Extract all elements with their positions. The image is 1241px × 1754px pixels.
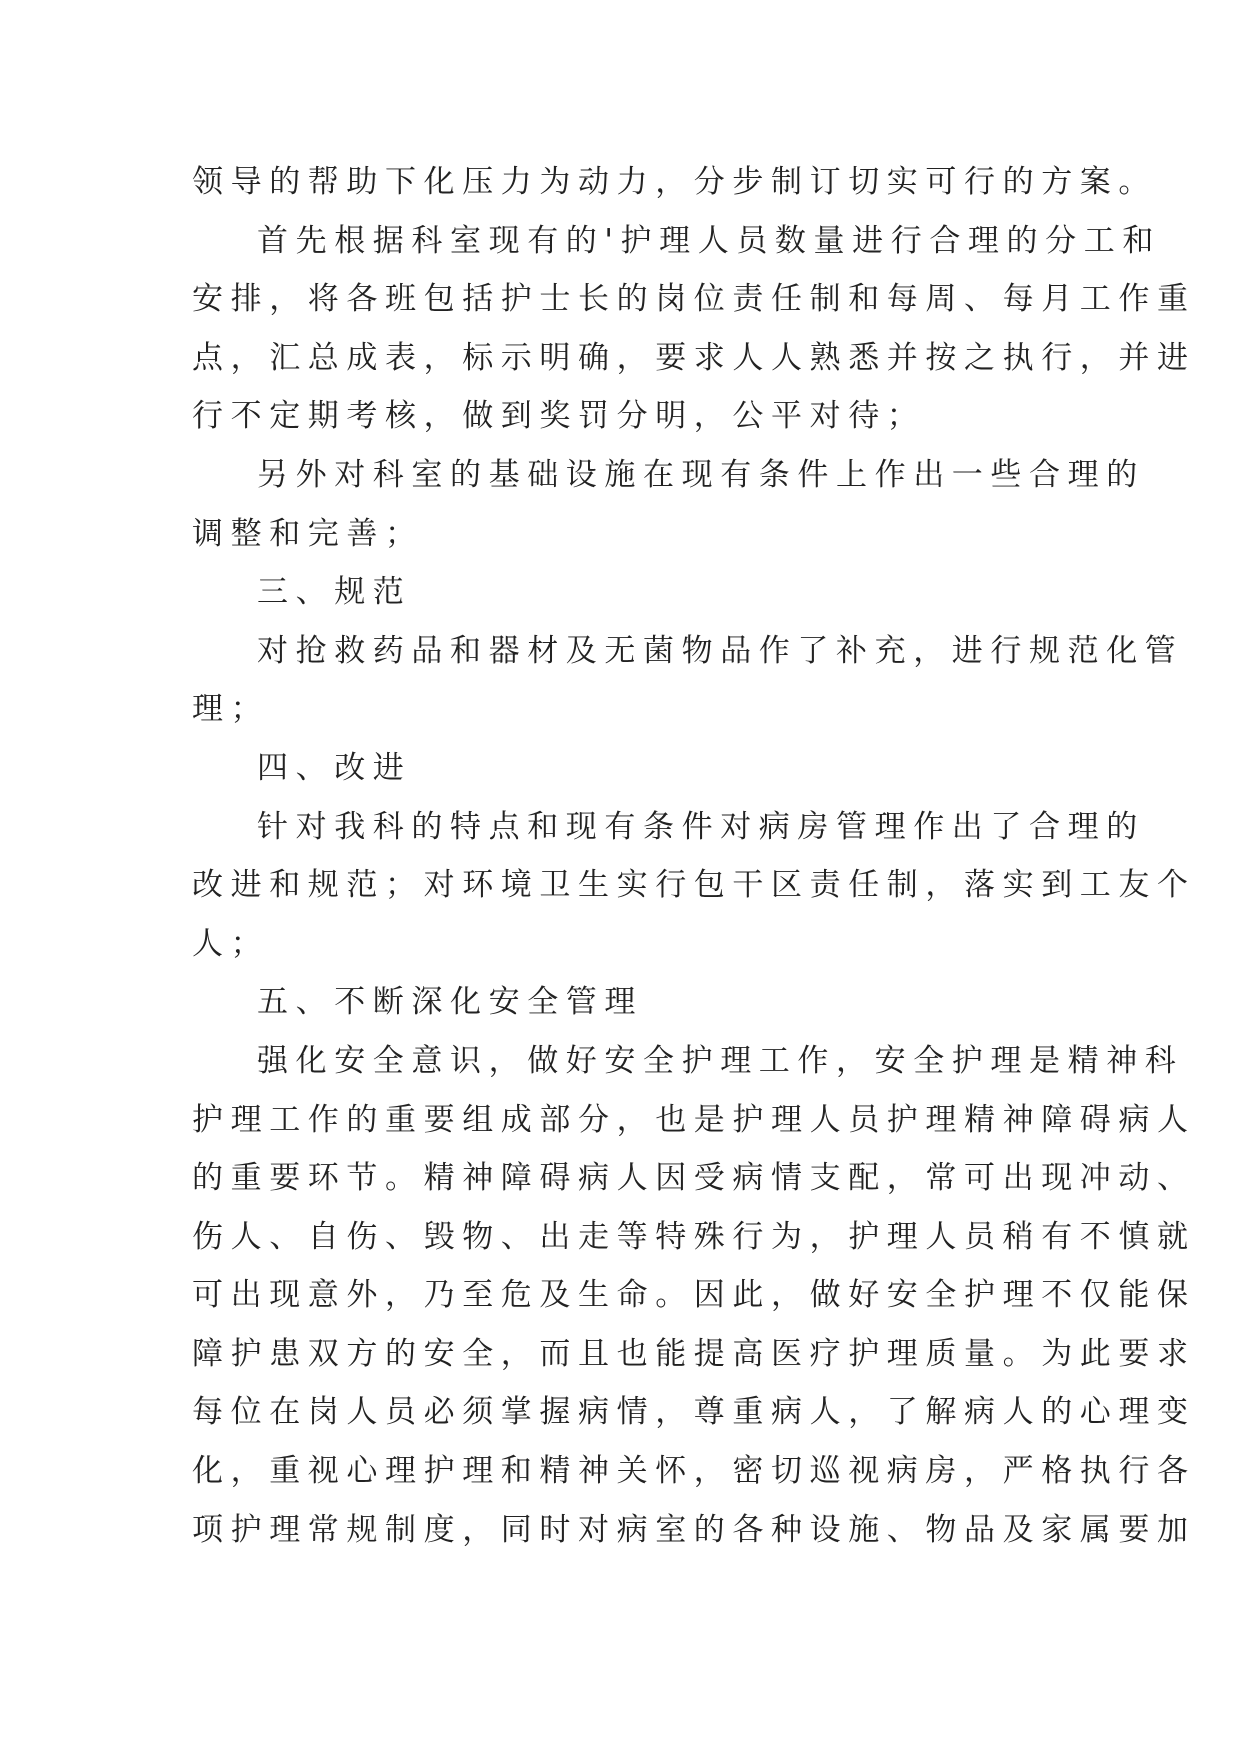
text-line: 障护患双方的安全，而且也能提高医疗护理质量。为此要求 bbox=[192, 1335, 1196, 1372]
text-line: 行不定期考核，做到奖罚分明，公平对待； bbox=[192, 398, 926, 435]
text-line: 强化安全意识，做好安全护理工作，安全护理是精神科 bbox=[257, 1042, 1184, 1079]
text-line: 护理工作的重要组成部分，也是护理人员护理精神障碍病人 bbox=[192, 1101, 1196, 1138]
text-line: 化，重视心理护理和精神关怀，密切巡视病房，严格执行各 bbox=[192, 1453, 1196, 1490]
text-line: 可出现意外，乃至危及生命。因此，做好安全护理不仅能保 bbox=[192, 1277, 1196, 1314]
section-heading: 三、规范 bbox=[257, 574, 412, 611]
text-line: 针对我科的特点和现有条件对病房管理作出了合理的 bbox=[257, 808, 1145, 845]
text-line: 调整和完善； bbox=[192, 515, 424, 552]
section-heading: 四、改进 bbox=[257, 749, 412, 786]
text-line: 另外对科室的基础设施在现有条件上作出一些合理的 bbox=[257, 456, 1145, 493]
text-line: 每位在岗人员必须掌握病情，尊重病人，了解病人的心理变 bbox=[192, 1394, 1196, 1431]
text-line: 理； bbox=[192, 691, 270, 728]
text-line: 改进和规范；对环境卫生实行包干区责任制，落实到工友个 bbox=[192, 867, 1196, 904]
text-line: 点，汇总成表，标示明确，要求人人熟悉并按之执行，并进 bbox=[192, 339, 1196, 376]
text-line: 安排，将各班包括护士长的岗位责任制和每周、每月工作重 bbox=[192, 281, 1196, 318]
text-line: 伤人、自伤、毁物、出走等特殊行为，护理人员稍有不慎就 bbox=[192, 1218, 1196, 1255]
text-line: 人； bbox=[192, 925, 270, 962]
text-line: 项护理常规制度，同时对病室的各种设施、物品及家属要加 bbox=[192, 1511, 1196, 1548]
body-text bbox=[192, 153, 1196, 1559]
text-line: 的重要环节。精神障碍病人因受病情支配，常可出现冲动、 bbox=[192, 1160, 1196, 1197]
text-line: 首先根据科室现有的'护理人员数量进行合理的分工和 bbox=[257, 222, 1161, 259]
text-line: 领导的帮助下化压力为动力，分步制订切实可行的方案。 bbox=[192, 164, 1157, 200]
section-heading: 五、不断深化安全管理 bbox=[257, 984, 643, 1021]
text-line: 对抢救药品和器材及无菌物品作了补充，进行规范化管 bbox=[257, 632, 1184, 669]
